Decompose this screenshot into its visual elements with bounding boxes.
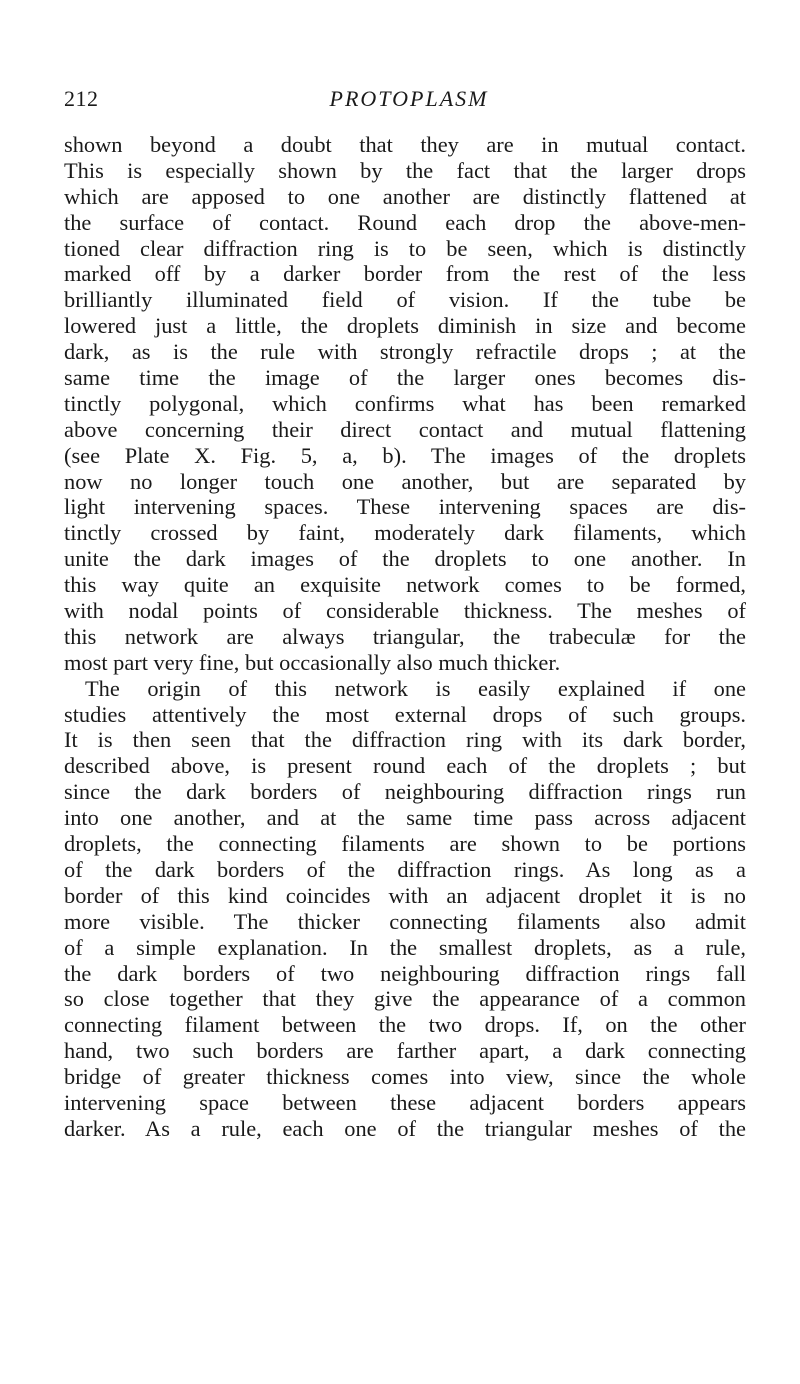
text-line: It is then seen that the diffraction ring with its dark border,: [64, 727, 746, 753]
text-line: this way quite an exquisite network comes to be formed,: [64, 572, 746, 598]
text-line: studies attentively the most external drops of such groups.: [64, 701, 746, 727]
text-line: shown beyond a doubt that they are in mutual contact.: [64, 132, 746, 157]
text-line: the surface of contact. Round each drop the above-men-: [64, 209, 746, 235]
text-line: hand, two such borders are farther apart, a dark connecting: [64, 1038, 746, 1064]
text-line: same time the image of the larger ones becomes dis-: [64, 365, 746, 391]
running-title: PROTOPLASM: [329, 86, 489, 111]
text-line: darker. As a rule, each one of the triangular meshes of the: [64, 1115, 746, 1141]
text-line: now no longer touch one another, but are separated by: [64, 468, 746, 494]
text-line: lowered just a little, the droplets diminish in size and become: [64, 313, 746, 339]
text-line: of a simple explanation. In the smallest droplets, as a rule,: [64, 934, 746, 960]
text-line: light intervening spaces. These intervening spaces are dis-: [64, 494, 746, 520]
text-line: which are apposed to one another are distinctly flattened at: [64, 183, 746, 209]
text-line: described above, is present round each of the droplets ; but: [64, 753, 746, 779]
text-line: unite the dark images of the droplets to one another. In: [64, 546, 746, 572]
text-line: tioned clear diffraction ring is to be seen, which is distinctly: [64, 235, 746, 261]
text-line: so close together that they give the appearance of a common: [64, 986, 746, 1012]
text-line: with nodal points of considerable thickness. The meshes of: [64, 598, 746, 624]
text-line: into one another, and at the same time pass across adjacent: [64, 805, 746, 831]
text-line: intervening space between these adjacent borders appears: [64, 1089, 746, 1115]
text-line: The origin of this network is easily explained if one: [85, 675, 746, 701]
text-line: the dark borders of two neighbouring diffraction rings fall: [64, 960, 746, 986]
text-line: of the dark borders of the diffraction rings. As long as a: [64, 856, 746, 882]
text-line: bridge of greater thickness comes into view, since the whole: [64, 1064, 746, 1090]
text-line: tinctly crossed by faint, moderately dark filaments, which: [64, 520, 746, 546]
running-head: [64, 86, 744, 116]
text-line: this network are always triangular, the trabeculæ for the: [64, 623, 746, 649]
text-line: connecting filament between the two drops. If, on the other: [64, 1012, 746, 1038]
text-line: brilliantly illuminated field of vision. If the tube be: [64, 287, 746, 313]
text-line: more visible. The thicker connecting filaments also admit: [64, 908, 746, 934]
text-line: marked off by a darker border from the rest of the less: [64, 261, 746, 287]
text-line: most part very fine, but occasionally also much thicker.: [64, 649, 561, 675]
body-text: [64, 132, 746, 1142]
text-line: dark, as is the rule with strongly refractile drops ; at the: [64, 339, 746, 365]
text-line: border of this kind coincides with an adjacent droplet it is no: [64, 882, 746, 908]
text-line: above concerning their direct contact and mutual flattening: [64, 416, 746, 442]
text-line: tinctly polygonal, which confirms what has been remarked: [64, 390, 746, 416]
text-line: droplets, the connecting filaments are shown to be portions: [64, 831, 746, 857]
text-line: since the dark borders of neighbouring diffraction rings run: [64, 779, 746, 805]
text-line: (see Plate X. Fig. 5, a, b). The images of the droplets: [64, 442, 746, 468]
text-line: This is especially shown by the fact that the larger drops: [64, 157, 746, 183]
page-number: 212: [64, 86, 99, 111]
